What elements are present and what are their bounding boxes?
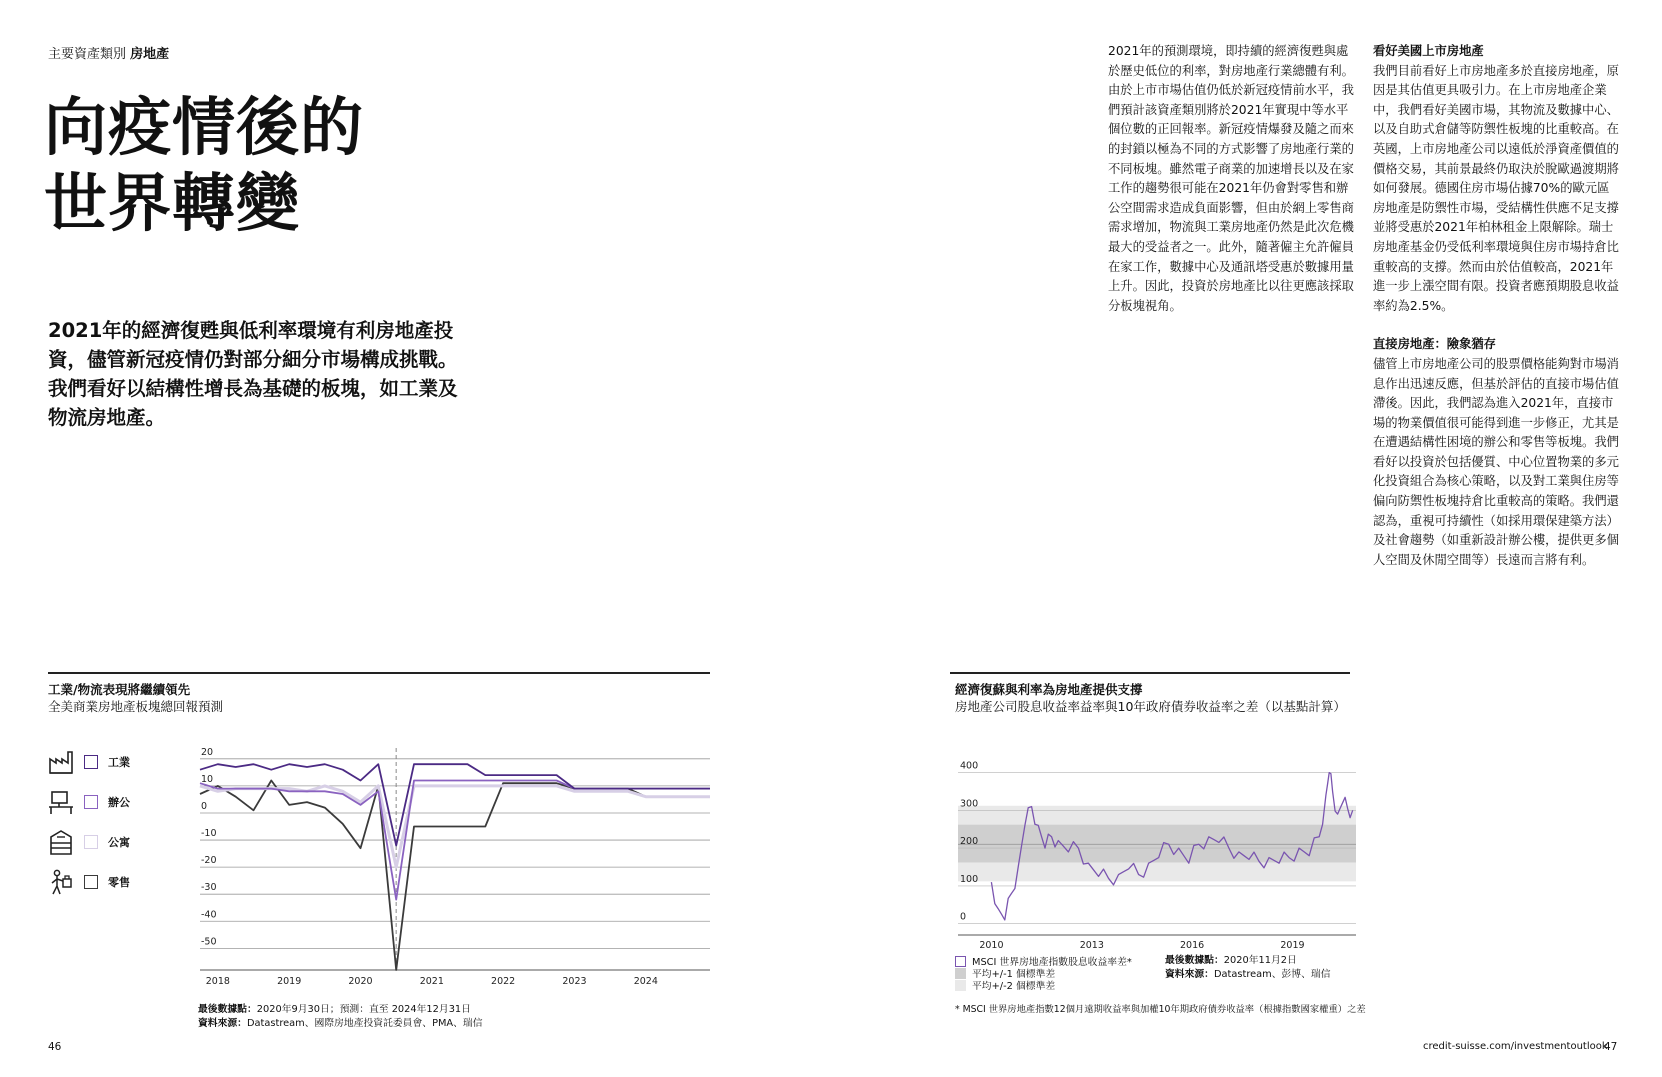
chart1-series-line xyxy=(200,764,710,845)
lead-paragraph: 2021年的經濟復甦與低利率環境有利房地產投資，儘管新冠疫情仍對部分細分市場構成挑戰。我們看好以結構性增長為基礎的板塊，如工業及物流房地產。 xyxy=(48,319,458,429)
chart1-series-line xyxy=(200,781,710,971)
body-column-1 xyxy=(1108,42,1355,316)
chart1-x-tick-label: 2018 xyxy=(205,976,230,987)
chart2-note-1-text: 2020年11月2日 xyxy=(1223,955,1297,966)
subheading-us-listed: 看好美國上市房地產 xyxy=(1373,44,1484,58)
chart2-note-2-label: 資料來源： xyxy=(1165,969,1214,980)
chart2-note-1 xyxy=(1165,954,1331,968)
chart1-note-2-text: Datastream、國際房地產投資託委員會、PMA、瑞信 xyxy=(246,1018,483,1029)
office-desk-icon xyxy=(48,789,74,815)
legend-box-retail xyxy=(84,875,98,889)
chart1-y-tick-label: 10 xyxy=(201,773,214,785)
chart2-x-tick-label: 2010 xyxy=(979,940,1004,951)
chart1-legend xyxy=(48,742,130,902)
chart2-y-tick-label: 300 xyxy=(960,798,979,810)
page-title-line2: 世界轉變 xyxy=(44,167,300,240)
legend-box-apartment xyxy=(84,835,98,849)
chart1-y-tick-label: -10 xyxy=(201,828,217,840)
retail-shopper-icon xyxy=(48,869,74,895)
body-column-2-text-1: 我們目前看好上市房地產多於直接房地產，原因是其估值更具吸引力。在上市房地產企業中，我們看好美國市場，其物流及數據中心、以及自助式倉儲等防禦性板塊的比重較高。在英國，上市房地產公司以遠低於淨資產價值的價格交易，其前景最終仍取決於脫歐過渡期將如何發展。德國住房市場佔據70%的歐元區房地產是防禦性市場，受結構性供應不足支撐並將受惠於2021年柏林租金上限解除。瑞士房地產基金仍受低利率環境與住房市場持倉比重較高的支撐。然而由於估值較高，2021年進一步上漲空間有限。投資者應預期股息收益率約為2.5%。 xyxy=(1373,63,1619,313)
chart2-y-tick-label: 100 xyxy=(960,873,979,885)
page-number-right: 47 xyxy=(1604,1041,1618,1053)
chart1-top-rule xyxy=(48,672,710,674)
chart2-legend-sd2 xyxy=(955,979,1132,991)
chart2-notes xyxy=(1165,954,1331,982)
body-column-1-text: 2021年的預測環境，即持續的經濟復甦與處於歷史低位的利率，對房地產行業總體有利。由於上市市場估值仍低於新冠疫情前水平，我們預計該資產類別將於2021年實現中等水平個位數的正回報率。新冠疫情爆發及隨之而來的封鎖以極為不同的方式影響了房地產行業的不同板塊。雖然電子商業的加速增長以及在家工作的趨勢很可能在2021年仍會對零售和辦公空間需求造成負面影響，但由於網上零售商需求增加，物流與工業房地產仍然是此次危機最大的受益者之一。此外，隨著僱主允許僱員在家工作，數據中心及通訊塔受惠於數據用量上升。因此，投資於房地產比以往更應該採取分板塊視角。 xyxy=(1108,44,1354,313)
chart2-legend-swatch-sd2 xyxy=(955,980,966,991)
legend-box-office xyxy=(84,795,98,809)
chart2-legend-label-sd2: 平均+/-2 個標準差 xyxy=(972,981,1056,992)
footer-url[interactable]: credit-suisse.com/investmentoutlook xyxy=(1423,1041,1608,1052)
factory-icon xyxy=(48,749,74,775)
chart1-x-tick-label: 2023 xyxy=(562,976,587,987)
page-title-line1: 向疫情後的 xyxy=(44,91,364,164)
legend-item-office xyxy=(48,782,130,822)
chart2-legend-swatch-sd1 xyxy=(955,968,966,979)
subheading-direct-real-estate: 直接房地產：險象猶存 xyxy=(1373,337,1496,352)
chart1-note-1 xyxy=(198,1003,483,1017)
chart2-legend-swatch-series xyxy=(955,956,966,967)
chart1-y-tick-label: -30 xyxy=(201,882,217,894)
chart1-x-tick-label: 2024 xyxy=(633,976,658,987)
body-column-2 xyxy=(1373,42,1620,570)
chart1-y-tick-label: 20 xyxy=(201,746,214,758)
chart2-title: 經濟復蘇與利率為房地產提供支撐 xyxy=(955,682,1143,697)
legend-item-industrial xyxy=(48,742,130,782)
chart2-x-tick-label: 2019 xyxy=(1280,940,1305,951)
chart2-x-tick-label: 2016 xyxy=(1180,940,1205,951)
chart1-note-1-label: 最後數據點： xyxy=(198,1004,257,1015)
section-tag xyxy=(48,43,169,62)
legend-item-retail xyxy=(48,862,130,902)
chart2-legend xyxy=(955,955,1132,991)
chart2-legend-label-series: MSCI 世界房地產指數股息收益率差* xyxy=(972,957,1132,968)
chart1-note-1-text: 2020年9月30日；預測：直至 2024年12月31日 xyxy=(256,1004,471,1015)
chart1-x-tick-label: 2019 xyxy=(277,976,302,987)
chart1-y-tick-label: -20 xyxy=(201,855,217,867)
chart2-note-2-text: Datastream、彭博、瑞信 xyxy=(1213,969,1331,980)
section-category: 主要資產類別 xyxy=(48,47,127,62)
chart2-subtitle: 房地產公司股息收益率益率與10年政府債券收益率之差（以基點計算） xyxy=(955,699,1346,714)
legend-item-apartment xyxy=(48,822,130,862)
chart1-note-2 xyxy=(198,1017,483,1031)
chart2-footnote: * MSCI 世界房地產指數12個月遠期收益率與加權10年期政府債券收益率（根據指數國家權重）之差 xyxy=(955,1004,1366,1015)
chart2-note-1-label: 最後數據點： xyxy=(1165,955,1224,966)
body-column-2-text-2: 儘管上市房地產公司的股票價格能夠對市場消息作出迅速反應，但基於評估的直接市場估值滯後。因此，我們認為進入2021年，直接市場的物業價值很可能得到進一步修正，尤其是在遭遇結構性困境的辦公和零售等板塊。我們看好以投資於包括優質、中心位置物業的多元化投資組合為核心策略，以及對工業與住房等偏向防禦性板塊持倉比重較高的策略。我們還認為，重視可持續性（如採用環保建築方法）及社會趨勢（如重新設計辦公樓，提供更多個人空間及休閒空間等）長遠而言將有利。 xyxy=(1373,356,1619,567)
section-name: 房地產 xyxy=(130,47,170,62)
chart1-y-tick-label: -40 xyxy=(201,909,217,921)
chart2-y-tick-label: 200 xyxy=(960,836,979,848)
chart1-notes xyxy=(198,1003,483,1031)
chart1-y-tick-label: 0 xyxy=(201,800,208,812)
chart1-x-tick-label: 2021 xyxy=(419,976,444,987)
legend-label-apartment: 公寓 xyxy=(108,836,130,849)
page-title xyxy=(44,90,364,242)
chart1-subtitle: 全美商業房地產板塊總回報預測 xyxy=(48,699,224,714)
legend-label-retail: 零售 xyxy=(108,876,130,889)
chart2-legend-label-sd1: 平均+/-1 個標準差 xyxy=(972,969,1056,980)
apartment-building-icon xyxy=(48,829,74,855)
chart1-y-tick-label: -50 xyxy=(201,936,217,948)
chart2-x-tick-label: 2013 xyxy=(1079,940,1104,951)
page-number-left: 46 xyxy=(48,1041,62,1053)
chart1-title: 工業/物流表現將繼續領先 xyxy=(48,682,191,697)
chart2-plot xyxy=(950,745,1356,950)
chart2-top-rule xyxy=(950,672,1350,674)
chart2-y-tick-label: 400 xyxy=(960,760,979,772)
chart1-plot xyxy=(190,740,710,987)
legend-label-office: 辦公 xyxy=(108,796,130,809)
chart1-x-tick-label: 2020 xyxy=(348,976,373,987)
chart2-y-tick-label: 0 xyxy=(960,911,967,923)
legend-label-industrial: 工業 xyxy=(108,756,130,769)
chart2-note-2 xyxy=(1165,968,1331,982)
legend-box-industrial xyxy=(84,755,98,769)
chart1-x-tick-label: 2022 xyxy=(491,976,516,987)
chart1-note-2-label: 資料來源： xyxy=(198,1018,247,1029)
